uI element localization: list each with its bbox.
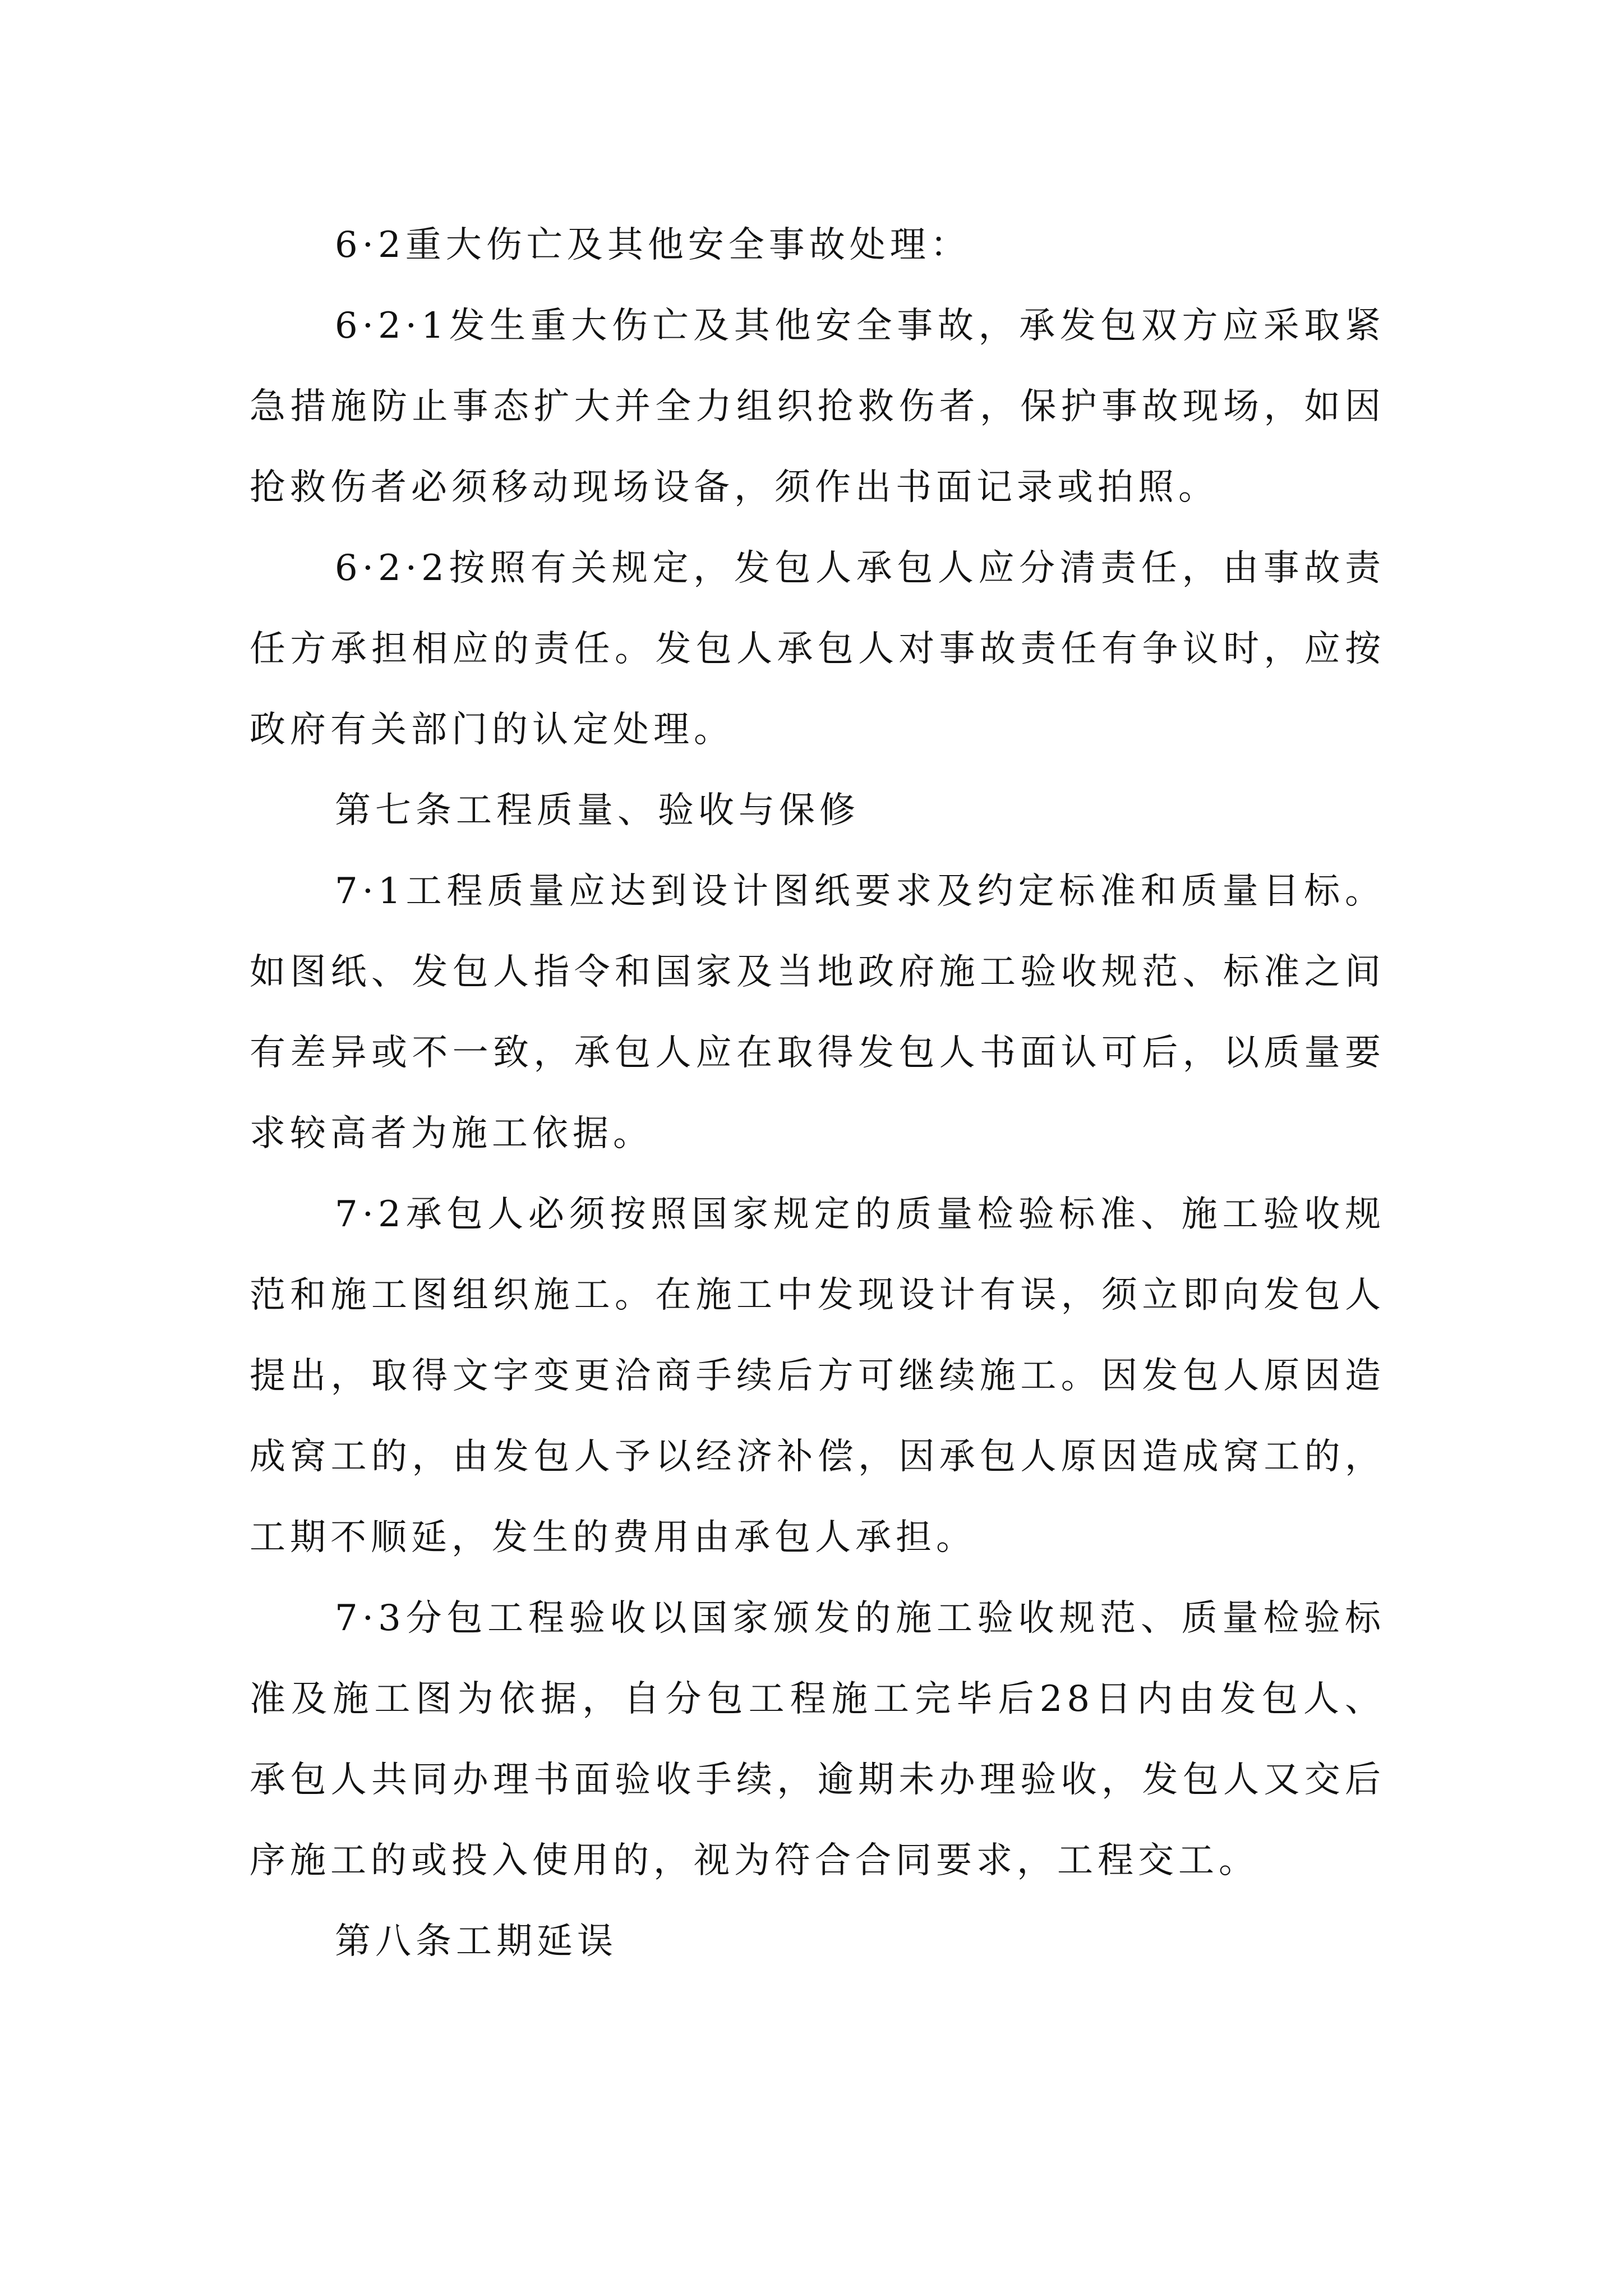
article-7-heading: 第七条工程质量、验收与保修 [335, 790, 860, 831]
clause-7-1: 7·1工程质量应达到设计图纸要求及约定标准和质量目标。如图纸、发包人指令和国家及当地政府施工验收规范、标准之间有差异或不一致，承包人应在取得发包人书面认可后，以质量要求较高者为施工依据。 [250, 871, 1385, 1154]
clause-7-3: 7·3分包工程验收以国家颁发的施工验收规范、质量检验标准及施工图为依据，自分包工程施工完毕后28日内由发包人、承包人共同办理书面验收手续，逾期未办理验收，发包人又交后序施工的或投入使用的，视为符合合同要求，工程交工。 [250, 1598, 1385, 1881]
clause-6-2-2: 6·2·2按照有关规定，发包人承包人应分清责任，由事故责任方承担相应的责任。发包人承包人对事故责任有争议时，应按政府有关部门的认定处理。 [250, 547, 1385, 751]
section-heading-6-2: 6·2重大伤亡及其他安全事故处理： [335, 224, 971, 266]
article-8-heading: 第八条工期延误 [335, 1921, 617, 1962]
clause-6-2-1: 6·2·1发生重大伤亡及其他安全事故，承发包双方应采取紧急措施防止事态扩大并全力组织抢救伤者，保护事故现场，如因抢救伤者必须移动现场设备，须作出书面记录或拍照。 [250, 305, 1385, 508]
clause-7-2: 7·2承包人必须按照国家规定的质量检验标准、施工验收规范和施工图组织施工。在施工中发现设计有误，须立即向发包人提出，取得文字变更洽商手续后方可继续施工。因发包人原因造成窝工的，由发包人予以经济补偿，因承包人原因造成窝工的，工期不顺延，发生的费用由承包人承担。 [250, 1194, 1385, 1558]
document-body [250, 205, 1385, 1982]
